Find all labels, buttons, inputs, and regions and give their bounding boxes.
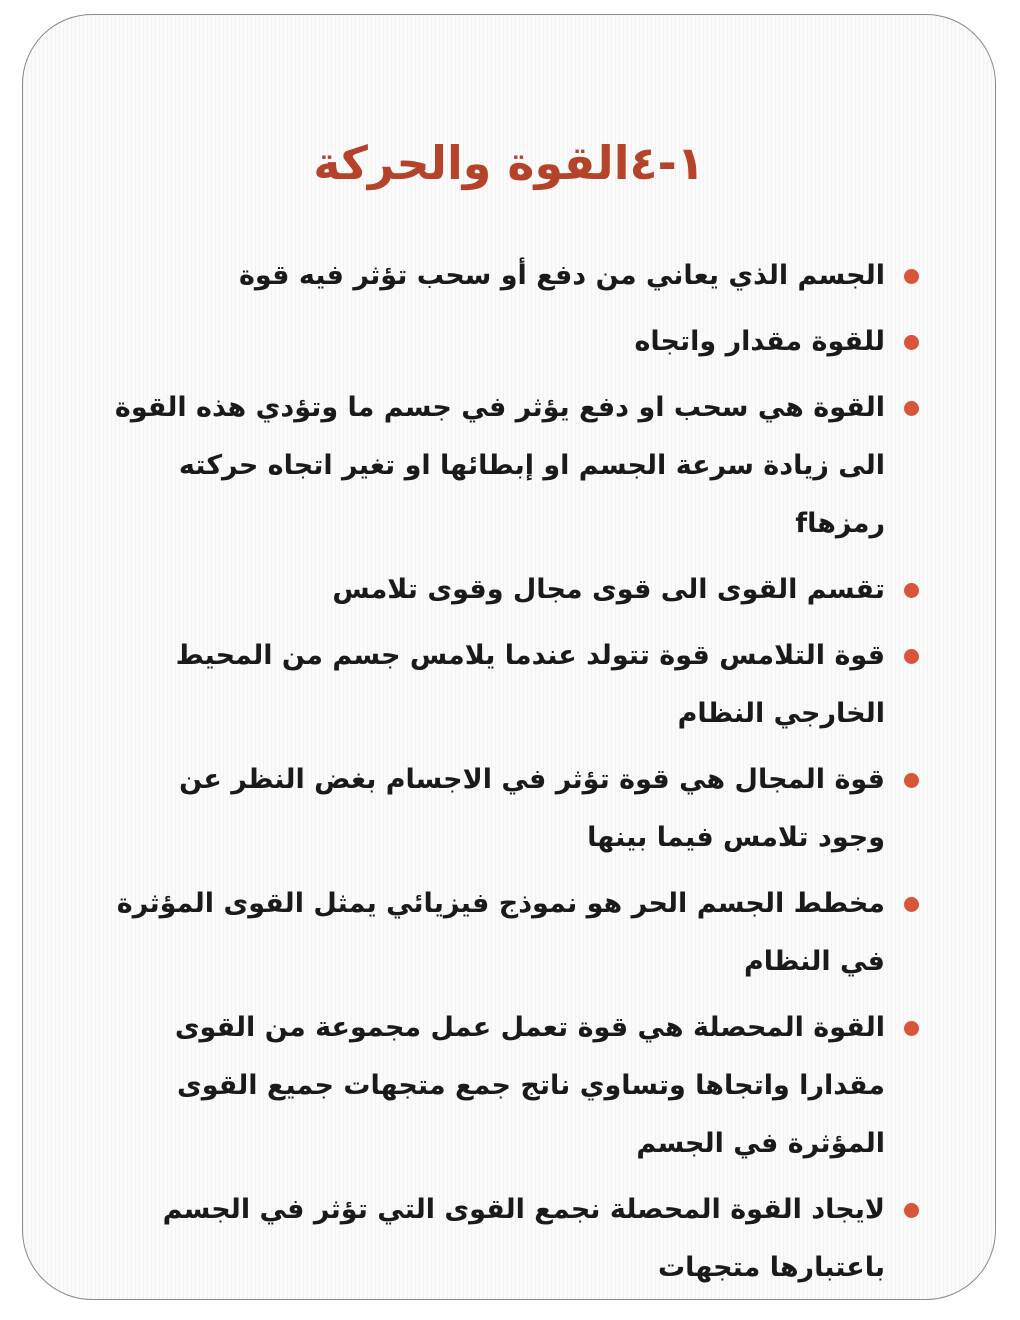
- bullet-item: [105, 999, 919, 1173]
- bullet-dot-icon: [904, 269, 919, 284]
- slide-title: ١-٤القوة والحركة: [313, 136, 705, 190]
- bullet-text: تقسم القوى الى قوى مجال وقوى تلامس: [332, 574, 885, 605]
- bullet-text: مخطط الجسم الحر هو نموذج فيزيائي يمثل القوى المؤثرة في النظام: [116, 888, 885, 977]
- bullet-item: [105, 561, 919, 619]
- bullet-text: قوة المجال هي قوة تؤثر في الاجسام بغض النظر عن وجود تلامس فيما بينها: [179, 764, 885, 853]
- bullet-text: القوة المحصلة هي قوة تعمل عمل مجموعة من القوى مقدارا واتجاها وتساوي ناتج جمع متجهات جميع القوى المؤثرة في الجسم: [174, 1012, 885, 1159]
- bullet-dot-icon: [904, 335, 919, 350]
- bullet-list: [105, 247, 919, 1300]
- bullet-text: القوة هي سحب او دفع يؤثر في جسم ما وتؤدي هذه القوة الى زيادة سرعة الجسم او إبطائها او تغير اتجاه حركته رمزهاf: [114, 392, 885, 539]
- slide: [22, 14, 996, 1300]
- bullet-item: [105, 379, 919, 553]
- bullet-item: [105, 627, 919, 743]
- bullet-text: الجسم الذي يعاني من دفع أو سحب تؤثر فيه قوة: [238, 260, 885, 291]
- bullet-item: [105, 313, 919, 371]
- bullet-item: [105, 875, 919, 991]
- bullet-item: [105, 1181, 919, 1297]
- bullet-dot-icon: [904, 1021, 919, 1036]
- bullet-item: [105, 247, 919, 305]
- bullet-text: لايجاد القوة المحصلة نجمع القوى التي تؤثر في الجسم باعتبارها متجهات: [162, 1194, 885, 1283]
- bullet-item: [105, 751, 919, 867]
- bullet-dot-icon: [904, 583, 919, 598]
- bullet-text: للقوة مقدار واتجاه: [634, 326, 885, 357]
- bullet-dot-icon: [904, 401, 919, 416]
- bullet-dot-icon: [904, 897, 919, 912]
- bullet-dot-icon: [904, 773, 919, 788]
- bullet-text: قوة التلامس قوة تتولد عندما يلامس جسم من المحيط الخارجي النظام: [175, 640, 885, 729]
- bullet-dot-icon: [904, 1203, 919, 1218]
- bullet-dot-icon: [904, 649, 919, 664]
